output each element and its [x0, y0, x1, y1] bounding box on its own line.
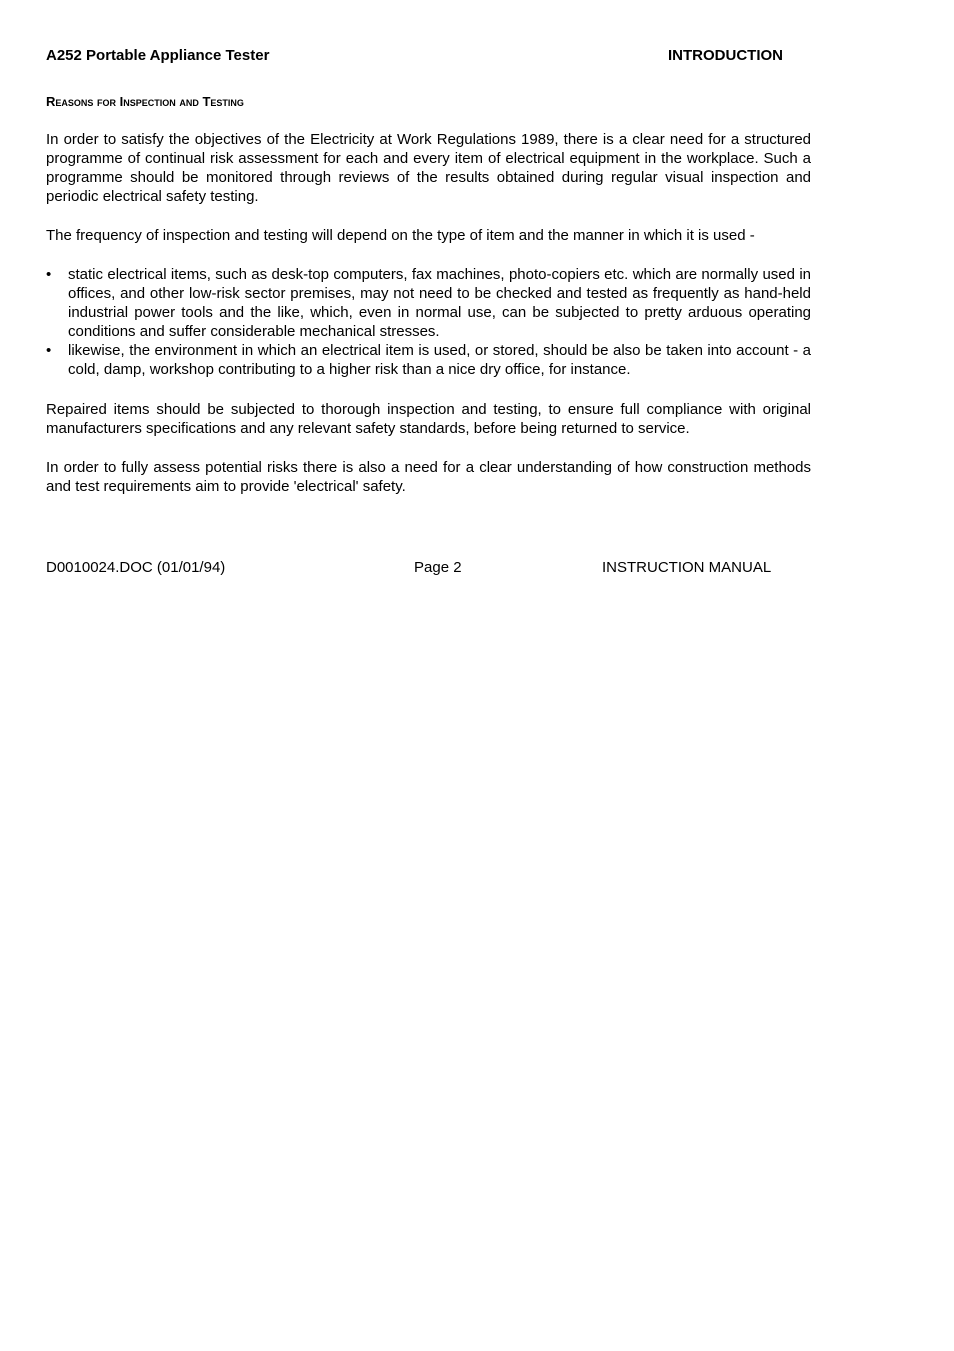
paragraph-repaired-items: Repaired items should be subjected to thorough inspection and testing, to ensure full compliance with original manufacturers specifications and any relevant safety standards, before being returned to service.: [46, 401, 811, 437]
footer-manual-title: INSTRUCTION MANUAL: [602, 559, 772, 576]
chapter-title: INTRODUCTION: [668, 47, 783, 64]
document-title: A252 Portable Appliance Tester: [46, 47, 270, 64]
bullet-icon: •: [46, 342, 52, 359]
bullet-list: [46, 265, 811, 379]
list-item-text: likewise, the environment in which an electrical item is used, or stored, should be also be taken into account - a cold, damp, workshop contributing to a higher risk than a nice dry office, for instance.: [68, 342, 811, 378]
footer-doc-ref: D0010024.DOC (01/01/94): [46, 559, 226, 576]
list-item-text: static electrical items, such as desk-top computers, fax machines, photo-copiers etc. which are normally used in offices, and other low-risk sector premises, may not need to be checked and tested as frequently as hand-held industrial power tools and the like, which, even in normal use, can be subjected to pretty arduous operating conditions and suffer considerable mechanical stresses.: [68, 266, 811, 340]
footer-page-number: Page 2: [414, 559, 462, 576]
bullet-icon: •: [46, 266, 52, 283]
list-item: [46, 341, 811, 379]
section-heading: Reasons for Inspection and Testing: [46, 94, 244, 109]
paragraph-risk-assessment: In order to fully assess potential risks there is also a need for a clear understanding of how construction methods and test requirements aim to provide 'electrical' safety.: [46, 459, 811, 495]
paragraph-frequency: The frequency of inspection and testing will depend on the type of item and the manner in which it is used -: [46, 227, 755, 244]
paragraph-objectives: In order to satisfy the objectives of the Electricity at Work Regulations 1989, there is a clear need for a structured programme of continual risk assessment for each and every item of electrical equipment in the workplace. Such a programme should be monitored through reviews of the results obtained during regular visual inspection and periodic electrical safety testing.: [46, 131, 811, 205]
list-item: [46, 265, 811, 341]
